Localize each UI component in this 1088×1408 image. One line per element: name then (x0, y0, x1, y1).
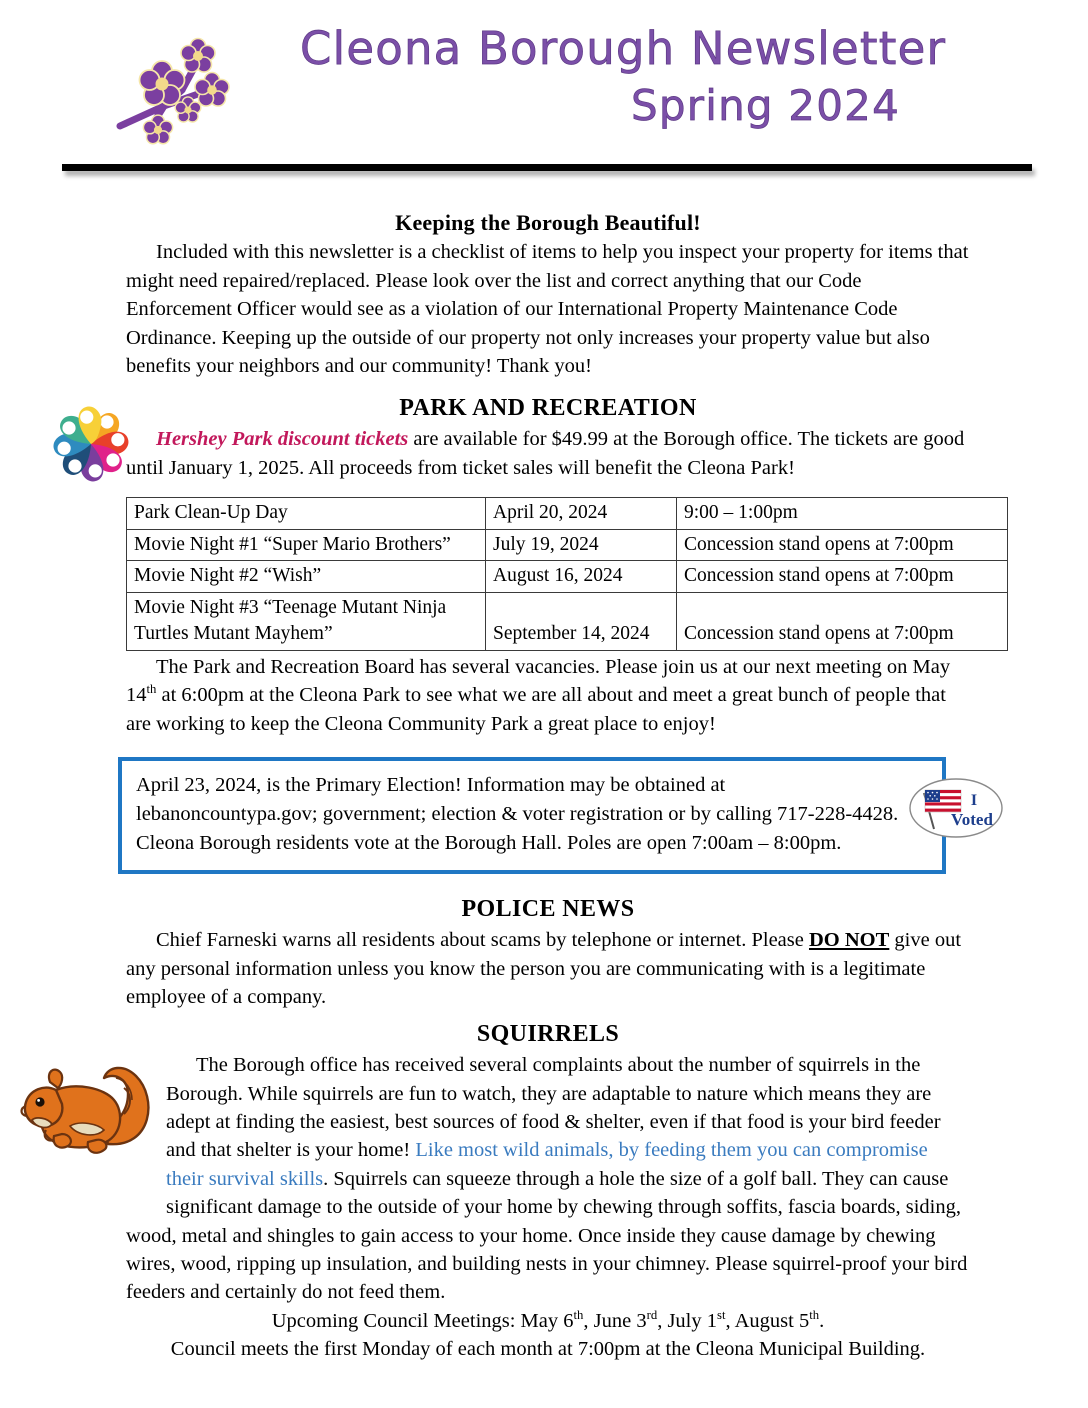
event-date-cell: July 19, 2024 (486, 529, 677, 561)
event-date-cell: August 16, 2024 (486, 561, 677, 593)
election-line-2: lebanoncountypa.gov; government; election & voter registration or by calling 717-228-4428. (136, 803, 899, 826)
meetings-ordinal-2: rd (646, 1307, 658, 1322)
event-detail-cell: 9:00 – 1:00pm (677, 498, 1008, 530)
squirrels-part1: The Borough office has received several complaints about the number of squirrels in the Borough. While squirrels are fun to watch, they are adaptable to nature which means they are adept at finding the easiest, best sources of food & shelter, even if that food is your bird feeder and that shelter is your home! (166, 1054, 941, 1162)
vacancy-part1: The Park and Recreation Board has several vacancies. Please join us at our next meeting on May 14 (126, 656, 951, 707)
vacancy-part2: at 6:00pm at the Cleona Park to see what we are all about and meet a great bunch of people that are working to keep the Cleona Community Park a great place to enjoy! (126, 684, 946, 735)
beautiful-paragraph: Included with this newsletter is a checklist of items to help you inspect your property for items that might need repaired/replaced. Please look over the list and correct anything that our Code Enforcement Officer would see as a violation of our International Property Maintenance Code Ordinance. Keeping up the outside of our property not only increases your property value but also benefits your neighbors and our community! Thank you! (126, 241, 969, 378)
event-detail-cell: Concession stand opens at 7:00pm (677, 593, 1008, 651)
table-row (127, 593, 1008, 651)
header-divider-rule (62, 164, 1032, 171)
event-date-cell: April 20, 2024 (486, 498, 677, 530)
section-board-vacancies (0, 653, 1088, 738)
parkrec-heading: PARK AND RECREATION (399, 395, 697, 421)
vacancy-ordinal: th (146, 682, 157, 697)
vacancy-paragraph (126, 653, 970, 738)
section-park-and-recreation (0, 392, 1088, 482)
event-name-cell: Movie Night #3 “Teenage Mutant Ninja Turtles Mutant Mayhem” (127, 593, 486, 651)
police-paragraph (126, 926, 970, 1011)
police-part1: Chief Farneski warns all residents about scams by telephone or internet. Please (156, 929, 809, 952)
event-date-cell: September 14, 2024 (486, 593, 677, 651)
i-voted-sticker-icon (908, 777, 1004, 839)
table-row (127, 498, 1008, 530)
police-heading: POLICE NEWS (461, 896, 635, 922)
parkrec-intro-rest: are available for $49.99 at the Borough office. The tickets are good until January 1, 2025. All proceeds from ticket sales will benefit the Cleona Park! (126, 428, 965, 479)
table-row (127, 561, 1008, 593)
svg-text:I: I (970, 792, 978, 809)
footer-upcoming-meetings (126, 1307, 970, 1335)
parks-pinwheel-logo-icon (32, 392, 150, 496)
meetings-ordinal-3: st (717, 1307, 726, 1322)
meetings-mid-1: , June 3 (583, 1309, 647, 1332)
meetings-prefix: Upcoming Council Meetings: May 6 (271, 1309, 574, 1332)
svg-text:Voted: Voted (951, 810, 993, 829)
table-row (127, 529, 1008, 561)
event-name-cell: Movie Night #1 “Super Mario Brothers” (127, 529, 486, 561)
squirrels-heading: SQUIRRELS (476, 1021, 620, 1047)
cherry-blossom-branch-icon (112, 28, 242, 148)
election-line-3: Cleona Borough residents vote at the Borough Hall. Poles are open 7:00am – 8:00pm. (136, 832, 842, 855)
police-part2: give out any personal information unless you know the person you are communicating with is a legitimate employee of a company. (126, 929, 962, 1009)
newsletter-season: Spring 2024 (631, 81, 900, 130)
squirrels-text-block (126, 1018, 970, 1364)
event-name-cell: Movie Night #2 “Wish” (127, 561, 486, 593)
masthead-titles (260, 22, 1028, 130)
section-keeping-borough-beautiful (0, 208, 1088, 380)
newsletter-title: Cleona Borough Newsletter (300, 22, 947, 75)
election-callout-box (118, 757, 993, 874)
meetings-ordinal-4: th (809, 1307, 820, 1322)
park-events-table (126, 497, 1008, 651)
meetings-mid-3: , August 5 (725, 1309, 810, 1332)
event-name-cell: Park Clean-Up Day (127, 498, 486, 530)
parkrec-intro-paragraph (126, 425, 970, 482)
meetings-mid-2: , July 1 (657, 1309, 718, 1332)
park-events-table-wrapper (126, 497, 962, 651)
footer-meeting-note: Council meets the first Monday of each month at 7:00pm at the Cleona Municipal Building. (170, 1338, 926, 1361)
event-detail-cell: Concession stand opens at 7:00pm (677, 529, 1008, 561)
event-detail-cell: Concession stand opens at 7:00pm (677, 561, 1008, 593)
section-squirrels (0, 1018, 1088, 1364)
section-primary-election (118, 757, 993, 874)
squirrels-part2: . Squirrels can squeeze through a hole the size of a golf ball. They can cause significant damage to the outside of your home by chewing through soffits, fascia boards, siding, wood, metal and shingles to gain access to your home. Once inside they cause damage by chewing wires, wood, ripping up insulation, and building nests in your chimney. Please squirrel-proof your bird feeders and certainly do not feed them. (126, 1167, 968, 1304)
squirrels-paragraph (126, 1051, 970, 1307)
masthead (60, 0, 1028, 150)
squirrels-blue-highlight: Like most wild animals, by feeding them you can compromise their survival skills (166, 1139, 928, 1190)
police-emphasis-do-not: DO NOT (808, 929, 890, 952)
beautiful-heading: Keeping the Borough Beautiful! (395, 210, 701, 235)
hershey-tickets-highlight: Hershey Park discount tickets (156, 428, 409, 451)
election-line-1: April 23, 2024, is the Primary Election! Information may be obtained at (136, 774, 726, 796)
meetings-ordinal-1: th (573, 1307, 584, 1322)
squirrel-illustration-icon (12, 1032, 164, 1164)
section-police-news (0, 893, 1088, 1011)
meetings-suffix: . (819, 1309, 825, 1332)
